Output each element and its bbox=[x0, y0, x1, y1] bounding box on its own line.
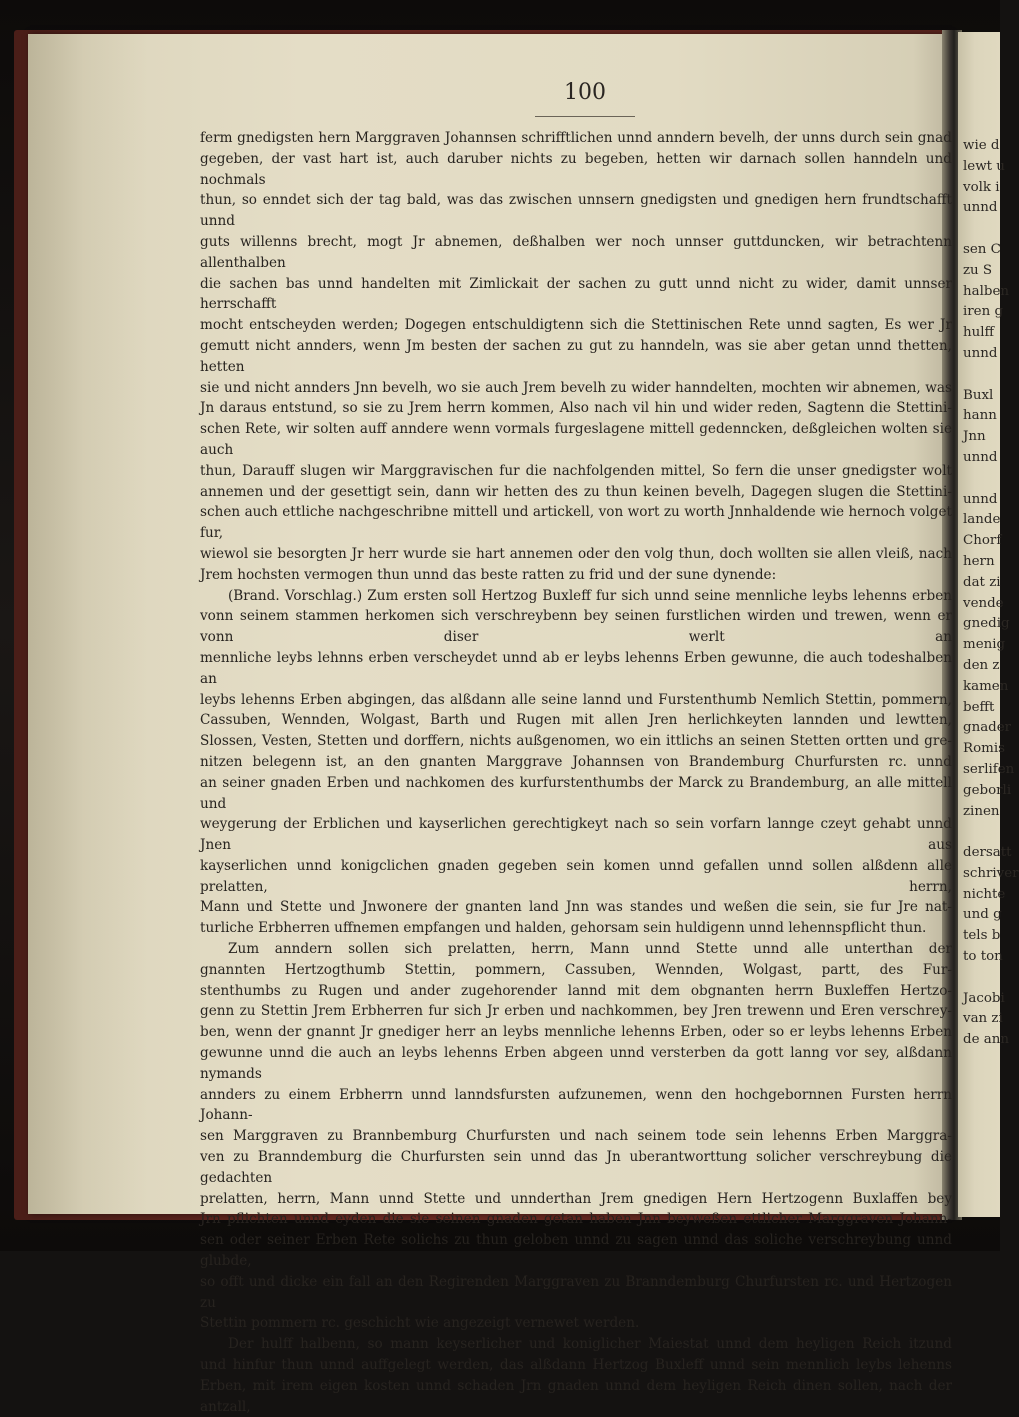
text-line: (Brand. Vorschlag.) Zum ersten soll Hertzog Buxleff fur sich unnd seine mennliche leybs lehenns erben bbox=[228, 587, 952, 604]
facing-page-line: dat zi bbox=[963, 574, 1001, 590]
facing-page-line: hern bbox=[963, 553, 995, 569]
text-line: gnannten Hertzogthumb Stettin, pommern, Cassuben, Wennden, Wolgast, partt, des Fur- bbox=[200, 961, 952, 978]
facing-page-line: hann bbox=[963, 408, 997, 424]
text-line: Mann und Stette und Jnwonere der gnanten land Jnn was standes und weßen die sein, sie fur Jre nat- bbox=[200, 899, 952, 916]
facing-page-line: gnader bbox=[963, 720, 1012, 736]
text-line: Jrem hochsten vermogen thun unnd das beste ratten zu frid und der sune dynende: bbox=[200, 566, 777, 583]
facing-page-text bbox=[963, 136, 1019, 1051]
facing-page-line: de ann bbox=[963, 1032, 1009, 1048]
paragraph-4 bbox=[200, 1334, 952, 1417]
paragraph-1 bbox=[200, 128, 952, 586]
text-line: die sachen bas unnd handelten mit Zimlickait der sachen zu gutt unnd nicht zu wider, damit unnser herrschafft bbox=[200, 275, 952, 313]
text-line: nitzen belegenn ist, an den gnanten Marggrave Johannsen von Brandemburg Churfursten rc. unnd bbox=[200, 753, 952, 770]
text-line: Der hulff halbenn, so mann keyserlicher und koniglicher Maiestat unnd dem heyligen Reich itzund bbox=[228, 1336, 952, 1353]
text-line: weygerung der Erblichen und kayserlichen gerechtigkeyt nach so sein vorfarn lannge czeyt gehabt unnd Jnen aus bbox=[200, 816, 952, 854]
facing-page-line: zu S bbox=[963, 262, 993, 278]
paragraph-2 bbox=[200, 586, 952, 940]
facing-page-line: van zi bbox=[963, 1011, 1003, 1027]
text-line: so offt und dicke ein fall an den Regirenden Marggraven zu Branndemburg Churfursten rc. und Hertzogen zu bbox=[200, 1273, 952, 1311]
text-line: ven zu Branndemburg die Churfursten sein unnd das Jn uberantworttung solicher verschreybung die gedachten bbox=[200, 1149, 952, 1186]
facing-page-line: tels b bbox=[963, 928, 1001, 944]
text-line: thun, so enndet sich der tag bald, was das zwischen unnsern gnedigsten und gnedigen hern frundtschafft unnd bbox=[200, 192, 952, 230]
text-line: thun, Darauff slugen wir Marggravischen fur die nachfolgenden mittel, So fern die unser gnedigster wolt bbox=[200, 462, 952, 479]
text-line: turliche Erbherren uffnemen empfangen und halden, gehorsam sein huldigenn unnd lehennspflicht thun. bbox=[200, 920, 927, 937]
text-line: wiewol sie besorgten Jr herr wurde sie hart annemen oder den volg thun, doch wollten sie allen vleiß, nach bbox=[200, 545, 952, 562]
facing-page-line: dersatt bbox=[963, 845, 1012, 861]
facing-page-line: Jnn bbox=[963, 429, 986, 445]
facing-page-line: kamen bbox=[963, 678, 1009, 694]
text-line: an seiner gnaden Erben und nachkomen des kurfurstenthumbs der Marck zu Brandemburg, an alle mittell und bbox=[200, 774, 952, 812]
text-line: gemutt nicht annders, wenn Jm besten der sachen zu gut zu hanndeln, was sie aber getan unnd thetten, hetten bbox=[200, 337, 952, 375]
text-line: mocht entscheyden werden; Dogegen entschuldigtenn sich die Stettinischen Rete unnd sagten, Es wer Jr bbox=[200, 317, 952, 334]
facing-page-line: zinen bbox=[963, 803, 1000, 819]
facing-page-line: halben bbox=[963, 283, 1010, 299]
facing-page-line: geborli bbox=[963, 782, 1012, 798]
text-line: Jrn pflichten unnd eyden die sie seinen gnaden getan haben Jnn beyweßen ettlicher Marggraven Johann- bbox=[200, 1211, 952, 1228]
facing-page-line: Romis bbox=[963, 741, 1005, 757]
text-line: genn zu Stettin Jrem Erbherren fur sich Jr erben und nachkommen, bey Jren trewenn und Eren verschrey- bbox=[200, 1003, 952, 1020]
facing-page-line: hulff bbox=[963, 325, 995, 341]
facing-page-line: wie d bbox=[963, 138, 1000, 153]
facing-page-line bbox=[963, 469, 1003, 490]
facing-page-line bbox=[963, 219, 1003, 240]
text-line: guts willenns brecht, mogt Jr abnemen, deßhalben wer noch unnser guttduncken, wir betrachtenn allenthalben bbox=[200, 233, 952, 271]
text-line: stenthumbs zu Rugen und ander zugehorender lannd mit dem obgnanten herrn Buxleffen Hertzo- bbox=[200, 982, 952, 999]
facing-page-line bbox=[963, 822, 1003, 843]
page-number: 100 bbox=[564, 80, 606, 105]
facing-page-line: schriver bbox=[963, 865, 1019, 881]
facing-page-line: unnd bbox=[963, 200, 998, 216]
text-line: mennliche leybs lehnns erben verscheydet unnd ab er leybs lehenns Erben gewunne, die auch todeshalben an bbox=[200, 649, 952, 687]
text-line: Erben, mit irem eigen kosten unnd schaden Jrn gnaden unnd dem heyligen Reich dinen sollen, nach der antzall, bbox=[200, 1377, 952, 1415]
text-line: gegeben, der vast hart ist, auch daruber nichts zu begeben, hetten wir darnach sollen hanndeln und nochmals bbox=[200, 150, 952, 188]
text-line: annders zu einem Erbherrn unnd lanndsfursten aufzunemen, wenn den hochgebornnen Fursten herrn Johann- bbox=[200, 1086, 952, 1124]
facing-page-line: iren g bbox=[963, 304, 1004, 320]
facing-page-line: sen C bbox=[963, 241, 1001, 257]
facing-page-line: volk i bbox=[963, 179, 1000, 195]
text-line: sie und nicht annders Jnn bevelh, wo sie auch Jrem bevelh zu wider hanndelten, mochten wir abnemen, was bbox=[200, 379, 952, 396]
facing-page-line bbox=[963, 365, 1003, 386]
text-line: Slossen, Vesten, Stetten und dorffern, nichts außgenomen, wo ein ittlichs an seinen Stetten ortten und gre- bbox=[200, 733, 952, 750]
text-line: gewunne unnd die auch an leybs lehenns Erben abgeen unnd versterben da gott lanng vor sey, alßdann nymands bbox=[200, 1045, 952, 1082]
text-line: kayserlichen unnd konigclichen gnaden gegeben sein komen unnd gefallen unnd sollen alßdenn alle prelatten, herrn, bbox=[200, 857, 952, 895]
facing-page-line: Jacobi bbox=[963, 990, 1005, 1006]
text-line: ben, wenn der gnannt Jr gnediger herr an leybs mennliche lehenns Erben, oder so er leybs lehenns Erben bbox=[200, 1024, 952, 1041]
facing-page-line: gnedig bbox=[963, 616, 1010, 632]
facing-page-line: den z bbox=[963, 657, 1000, 673]
facing-page-line bbox=[963, 968, 1003, 989]
facing-page-line: Chorf bbox=[963, 533, 1002, 549]
body-text bbox=[200, 128, 952, 1417]
text-line: schen Rete, wir solten auff anndere wenn vormals furgeslagene mittell gedenncken, deßgleichen wolten sie auch bbox=[200, 421, 952, 458]
facing-page-line: und g bbox=[963, 907, 1002, 923]
text-line: sen oder seiner Erben Rete solichs zu thun geloben unnd zu sagen unnd das soliche verschreybung unnd glubde, bbox=[200, 1232, 952, 1270]
text-line: annemen und der gesettigt sein, dann wir hetten des zu thun keinen bevelh, Dagegen slugen die Stettini- bbox=[200, 483, 952, 500]
text-line: Cassuben, Wennden, Wolgast, Barth und Rugen mit allen Jren herlichkeyten lannden und lewtten, bbox=[200, 712, 952, 729]
text-line: Stettin pommern rc. geschicht wie angezeigt vernewet werden. bbox=[200, 1315, 640, 1332]
facing-page-line: nichte bbox=[963, 886, 1006, 902]
header-rule bbox=[535, 116, 635, 117]
facing-page-line: unnd bbox=[963, 491, 998, 507]
facing-page-line: vende bbox=[963, 595, 1004, 611]
facing-page-line: to ton bbox=[963, 949, 1003, 965]
text-line: prelatten, herrn, Mann unnd Stette und unnderthan Jrem gnedigen Hern Hertzogenn Buxlaffen bey bbox=[200, 1190, 952, 1207]
paragraph-3 bbox=[200, 939, 952, 1334]
text-line: schen auch ettliche nachgeschribne mittell und artickell, von wort zu worth Jnnhaldende wie hernoch volget fur, bbox=[200, 504, 952, 542]
text-line: sen Marggraven zu Brannbemburg Churfursten und nach seinem tode sein lehenns Erben Marggra- bbox=[200, 1128, 952, 1145]
text-line: leybs lehenns Erben abgingen, das alßdann alle seine lannd und Furstenthumb Nemlich Stettin, pommern, bbox=[200, 691, 952, 708]
text-line: vonn seinem stammen herkomen sich verschreybenn bey seinen furstlichen wirden und trewen, wenn er vonn diser werlt an bbox=[200, 608, 952, 646]
facing-page-line: lewt u bbox=[963, 158, 1005, 174]
text-line: ferm gnedigsten hern Marggraven Johannsen schrifftlichen unnd anndern bevelh, der unns durch sein gnad bbox=[200, 130, 952, 146]
facing-page-line: befft bbox=[963, 699, 995, 715]
facing-page-line: unnd bbox=[963, 345, 998, 361]
facing-page-line: lande bbox=[963, 512, 1001, 528]
facing-page-line: menig bbox=[963, 637, 1006, 653]
facing-page-line: Buxl bbox=[963, 387, 994, 403]
text-line: Zum anndern sollen sich prelatten, herrn, Mann unnd Stette unnd alle unterthan der bbox=[228, 941, 952, 958]
facing-page-line: serlifen bbox=[963, 761, 1015, 777]
text-line: Jn daraus entstund, so sie zu Jrem herrn kommen, Also nach vil hin und wider reden, Sagtenn die Stettini- bbox=[200, 400, 952, 417]
text-line: und hinfur thun unnd auffgelegt werden, das alßdann Hertzog Buxleff unnd sein mennlich leybs lehenns bbox=[200, 1357, 952, 1374]
facing-page-line: unnd bbox=[963, 449, 998, 465]
